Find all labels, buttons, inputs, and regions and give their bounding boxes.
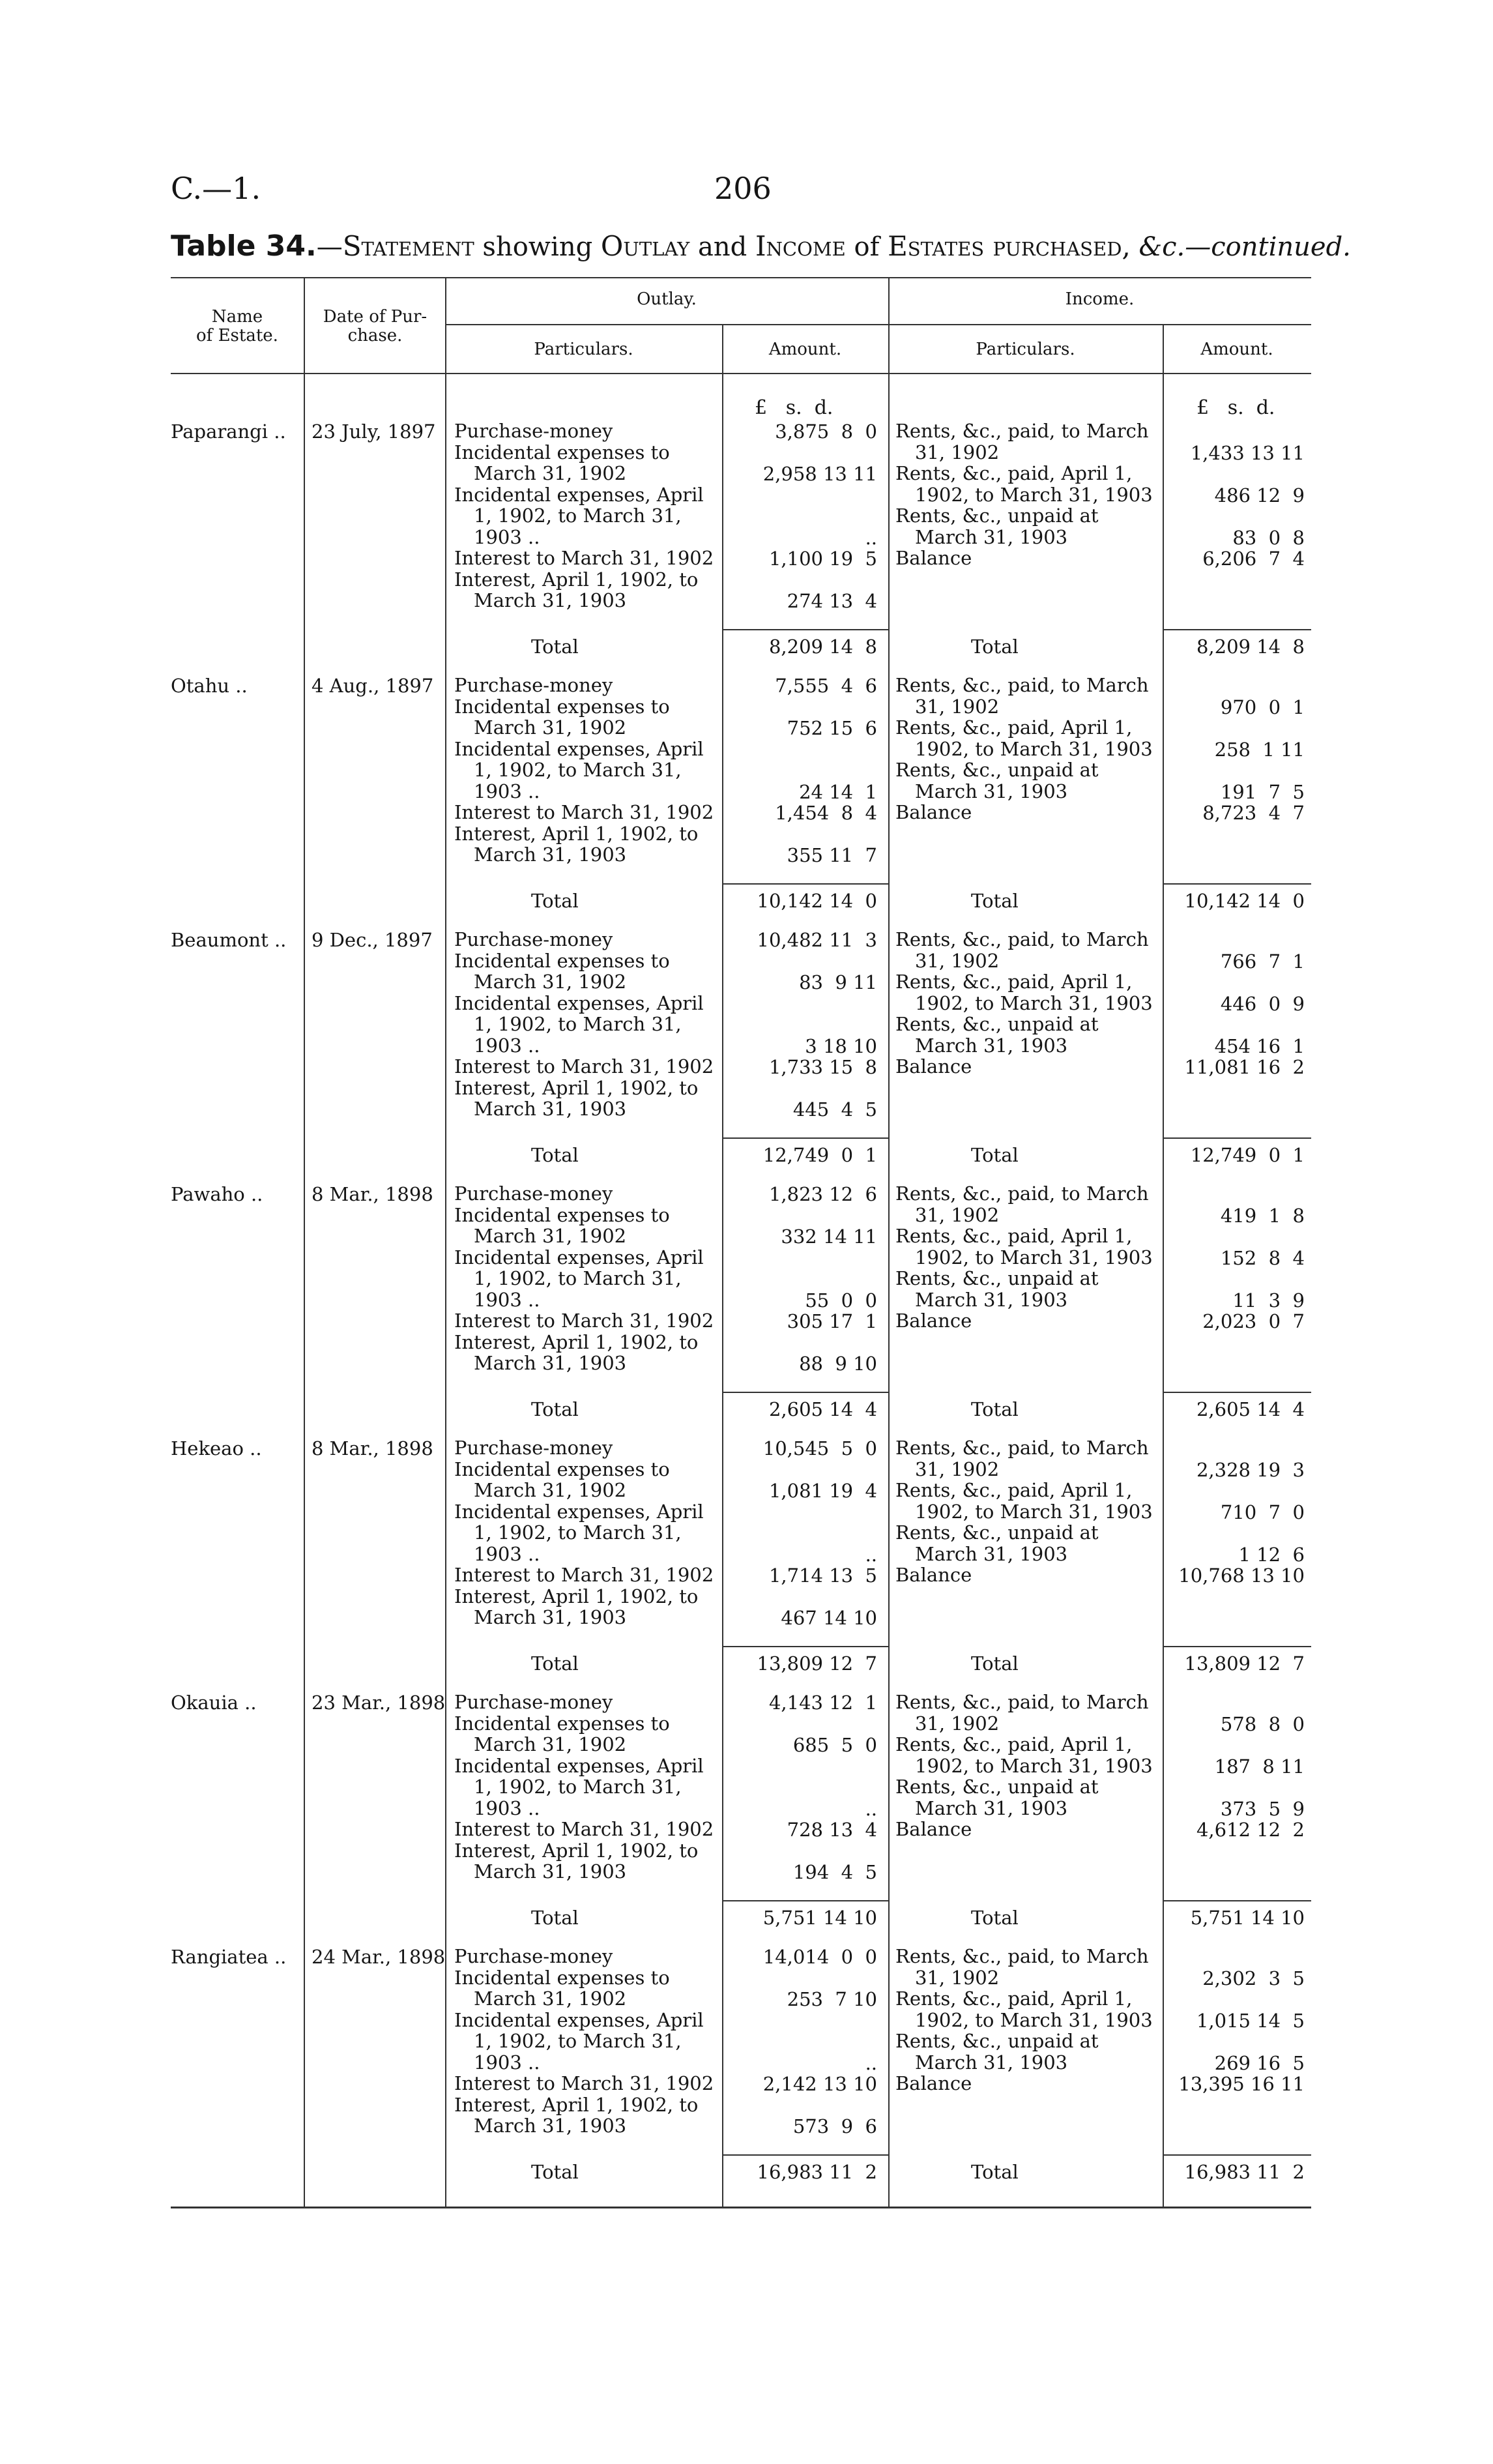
outlay-line: Incidental expenses to bbox=[454, 1203, 670, 1226]
income-line: March 31, 1903 bbox=[915, 1797, 1068, 1819]
income-line: Rents, &c., unpaid at bbox=[895, 2030, 1099, 2052]
income-total-label: Total bbox=[971, 1652, 1019, 1675]
income-amount: 710 7 0 bbox=[1220, 1501, 1305, 1523]
header-name bbox=[171, 308, 304, 345]
income-line: 1902, to March 31, 1903 bbox=[915, 1754, 1153, 1777]
estate-name-text: Otahu bbox=[171, 675, 230, 697]
income-line: Balance bbox=[895, 547, 972, 569]
outlay-line: Incidental expenses to bbox=[454, 441, 670, 463]
outlay-line: 1, 1902, to March 31, bbox=[474, 505, 682, 527]
income-line: Rents, &c., paid, April 1, bbox=[895, 1479, 1133, 1501]
title-word-showing: showing bbox=[482, 232, 593, 262]
income-line: Rents, &c., paid, to March bbox=[895, 1945, 1149, 1967]
income-line: Balance bbox=[895, 1055, 972, 1078]
outlay-amount: 685 5 0 bbox=[792, 1734, 877, 1756]
total-rule bbox=[723, 883, 888, 885]
outlay-amount: 355 11 7 bbox=[787, 844, 877, 866]
outlay-amount: 7,555 4 6 bbox=[775, 675, 877, 697]
income-line: Balance bbox=[895, 1818, 972, 1840]
income-line: March 31, 1903 bbox=[915, 525, 1068, 548]
total-rule bbox=[1164, 1137, 1311, 1139]
outlay-amount: 14,014 0 0 bbox=[762, 1946, 877, 1968]
income-line: Rents, &c., paid, to March bbox=[895, 928, 1149, 950]
income-amount: 6,206 7 4 bbox=[1202, 548, 1305, 570]
outlay-line: March 31, 1902 bbox=[474, 1225, 627, 1247]
outlay-amount: 305 17 1 bbox=[787, 1310, 877, 1332]
income-amount: 2,328 19 3 bbox=[1196, 1458, 1305, 1481]
outlay-line: Incidental expenses, April bbox=[454, 1500, 704, 1523]
income-line: 31, 1902 bbox=[915, 1203, 1000, 1226]
outlay-amount: .. bbox=[865, 1797, 877, 1820]
income-total-label: Total bbox=[971, 636, 1019, 658]
estate-name: Beaumont .. bbox=[171, 929, 287, 951]
outlay-line: Purchase-money bbox=[454, 420, 613, 442]
outlay-line: Incidental expenses, April bbox=[454, 483, 704, 506]
outlay-amount: 1,081 19 4 bbox=[768, 1480, 877, 1502]
purchase-date: 8 Mar., 1898 bbox=[312, 1437, 433, 1459]
income-amount: 1,015 14 5 bbox=[1196, 2009, 1305, 2032]
purchase-date: 4 Aug., 1897 bbox=[312, 675, 434, 697]
income-total: 16,983 11 2 bbox=[1184, 2161, 1305, 2183]
outlay-amount: 1,454 8 4 bbox=[775, 802, 877, 824]
total-rule bbox=[1164, 1646, 1311, 1647]
total-rule bbox=[723, 1646, 888, 1647]
outlay-line: March 31, 1902 bbox=[474, 971, 627, 993]
outlay-line: Incidental expenses to bbox=[454, 949, 670, 972]
total-rule bbox=[723, 2154, 888, 2156]
income-amount: 2,302 3 5 bbox=[1202, 1967, 1305, 1989]
col-rule-name-date bbox=[304, 277, 305, 2207]
income-line: 31, 1902 bbox=[915, 1458, 1000, 1480]
outlay-line: March 31, 1903 bbox=[474, 1860, 627, 1883]
outlay-amount: 194 4 5 bbox=[792, 1861, 877, 1883]
outlay-line: March 31, 1902 bbox=[474, 716, 627, 739]
income-amount: 10,768 13 10 bbox=[1178, 1564, 1305, 1587]
income-line: March 31, 1903 bbox=[915, 1034, 1068, 1057]
outlay-line: 1, 1902, to March 31, bbox=[474, 1521, 682, 1544]
income-line: Rents, &c., paid, April 1, bbox=[895, 1987, 1133, 2010]
total-rule bbox=[1164, 1392, 1311, 1393]
total-rule bbox=[723, 629, 888, 630]
outlay-amount: .. bbox=[865, 1543, 877, 1566]
outlay-total-label: Total bbox=[531, 1398, 579, 1420]
outlay-line: 1903 .. bbox=[474, 1797, 540, 1819]
outlay-amount: 274 13 4 bbox=[787, 590, 877, 612]
income-amount: 11,081 16 2 bbox=[1184, 1056, 1305, 1078]
outlay-line: 1903 .. bbox=[474, 780, 540, 802]
income-line: Rents, &c., unpaid at bbox=[895, 759, 1099, 781]
income-amount: 970 0 1 bbox=[1220, 696, 1305, 718]
income-line: 31, 1902 bbox=[915, 1712, 1000, 1735]
income-amount: 191 7 5 bbox=[1220, 780, 1305, 803]
outlay-line: Incidental expenses, April bbox=[454, 737, 704, 760]
outlay-total-label: Total bbox=[531, 636, 579, 658]
income-total: 5,751 14 10 bbox=[1190, 1907, 1305, 1929]
outlay-line: March 31, 1903 bbox=[474, 1606, 627, 1628]
income-total-label: Total bbox=[971, 890, 1019, 912]
income-line: Rents, &c., paid, to March bbox=[895, 1437, 1149, 1459]
col-rule-date-particulars bbox=[445, 277, 446, 2207]
total-rule bbox=[1164, 1900, 1311, 1901]
col-rule-income-amount bbox=[1163, 324, 1164, 2207]
purchase-date: 23 July, 1897 bbox=[312, 420, 436, 443]
outlay-line: 1903 .. bbox=[474, 2051, 540, 2074]
outlay-amount: 1,823 12 6 bbox=[768, 1183, 877, 1205]
outlay-total-label: Total bbox=[531, 890, 579, 912]
outlay-line: Purchase-money bbox=[454, 1945, 613, 1967]
table-top-rule bbox=[171, 277, 1311, 278]
outlay-line: March 31, 1903 bbox=[474, 1098, 627, 1120]
income-total-label: Total bbox=[971, 2161, 1019, 2183]
outlay-amount: 55 0 0 bbox=[805, 1289, 877, 1312]
table-title bbox=[171, 229, 1351, 263]
outlay-line: Purchase-money bbox=[454, 1691, 613, 1713]
outlay-total-label: Total bbox=[531, 1652, 579, 1675]
income-line: 1902, to March 31, 1903 bbox=[915, 1500, 1153, 1523]
outlay-amount: 88 9 10 bbox=[799, 1353, 877, 1375]
header-income-amount: Amount. bbox=[1200, 340, 1273, 359]
income-total-label: Total bbox=[971, 1907, 1019, 1929]
outlay-line: March 31, 1902 bbox=[474, 1733, 627, 1755]
outlay-line: Incidental expenses, April bbox=[454, 1754, 704, 1777]
income-line: Balance bbox=[895, 801, 972, 823]
income-line: 1902, to March 31, 1903 bbox=[915, 991, 1153, 1014]
outlay-amount: 10,545 5 0 bbox=[762, 1437, 877, 1459]
outlay-line: Interest, April 1, 1902, to bbox=[454, 1585, 699, 1607]
outlay-amount: 3 18 10 bbox=[805, 1034, 877, 1057]
income-amount: 8,723 4 7 bbox=[1202, 802, 1305, 824]
income-amount: 13,395 16 11 bbox=[1178, 2073, 1305, 2095]
header-sub-rule-outlay bbox=[445, 324, 888, 325]
outlay-line: Interest to March 31, 1902 bbox=[454, 1818, 714, 1840]
outlay-line: 1, 1902, to March 31, bbox=[474, 2030, 682, 2052]
outlay-line: Interest, April 1, 1902, to bbox=[454, 1330, 699, 1353]
outlay-amount: 10,482 11 3 bbox=[757, 929, 877, 951]
income-amount: 83 0 8 bbox=[1232, 526, 1305, 549]
income-line: Rents, &c., paid, to March bbox=[895, 420, 1149, 442]
outlay-line: Interest, April 1, 1902, to bbox=[454, 2093, 699, 2116]
outlay-units: £ s. d. bbox=[755, 396, 833, 419]
income-amount: 2,023 0 7 bbox=[1202, 1310, 1305, 1332]
outlay-total: 16,983 11 2 bbox=[757, 2161, 877, 2183]
estate-name-text: Rangiatea bbox=[171, 1946, 268, 1968]
outlay-line: Incidental expenses to bbox=[454, 1966, 670, 1989]
income-line: Rents, &c., paid, April 1, bbox=[895, 1733, 1133, 1755]
income-total: 8,209 14 8 bbox=[1196, 636, 1305, 658]
outlay-particulars bbox=[454, 420, 715, 611]
header-outlay-amount: Amount. bbox=[768, 340, 842, 359]
total-rule bbox=[723, 1392, 888, 1393]
header-income: Income. bbox=[1065, 289, 1135, 309]
outlay-total: 8,209 14 8 bbox=[768, 636, 877, 658]
income-line: March 31, 1903 bbox=[915, 1288, 1068, 1311]
outlay-particulars bbox=[454, 675, 715, 866]
header-bottom-rule bbox=[171, 373, 1311, 374]
estate-name-text: Okauia bbox=[171, 1692, 239, 1714]
income-amount: 419 1 8 bbox=[1220, 1204, 1305, 1227]
col-rule-particulars-amount bbox=[722, 324, 723, 2207]
income-particulars bbox=[895, 420, 1156, 569]
outlay-line: Interest, April 1, 1902, to bbox=[454, 1839, 699, 1862]
income-amount: 454 16 1 bbox=[1214, 1034, 1305, 1057]
outlay-particulars bbox=[454, 1437, 715, 1628]
title-word-continued: &c.—continued. bbox=[1138, 232, 1351, 262]
outlay-amount: 1,100 19 5 bbox=[768, 548, 877, 570]
outlay-line: 1903 .. bbox=[474, 1288, 540, 1311]
outlay-line: Interest to March 31, 1902 bbox=[454, 547, 714, 569]
purchase-date: 9 Dec., 1897 bbox=[312, 929, 433, 951]
outlay-line: Interest to March 31, 1902 bbox=[454, 1564, 714, 1586]
income-line: 1902, to March 31, 1903 bbox=[915, 483, 1153, 506]
outlay-particulars bbox=[454, 929, 715, 1120]
outlay-line: Incidental expenses to bbox=[454, 1458, 670, 1480]
header-name-line1: Name bbox=[211, 307, 263, 327]
estate-name-text: Beaumont bbox=[171, 929, 268, 951]
outlay-line: 1903 .. bbox=[474, 525, 540, 548]
estate-name: Paparangi .. bbox=[171, 420, 286, 443]
income-line: 31, 1902 bbox=[915, 441, 1000, 463]
outlay-line: 1903 .. bbox=[474, 1034, 540, 1057]
income-line: Rents, &c., paid, to March bbox=[895, 1691, 1149, 1713]
outlay-line: March 31, 1903 bbox=[474, 2115, 627, 2137]
outlay-line: March 31, 1903 bbox=[474, 1352, 627, 1374]
income-particulars bbox=[895, 1183, 1156, 1332]
outlay-amount: 573 9 6 bbox=[792, 2115, 877, 2137]
outlay-line: 1903 .. bbox=[474, 1542, 540, 1565]
header-date bbox=[305, 308, 445, 345]
col-rule-outlay-income bbox=[888, 277, 890, 2207]
income-amount: 446 0 9 bbox=[1220, 992, 1305, 1015]
income-line: Rents, &c., paid, April 1, bbox=[895, 462, 1133, 484]
outlay-line: Incidental expenses, April bbox=[454, 991, 704, 1014]
outlay-particulars bbox=[454, 1946, 715, 2137]
income-amount: 258 1 11 bbox=[1214, 738, 1305, 761]
income-units: £ s. d. bbox=[1196, 396, 1275, 419]
income-amount: 11 3 9 bbox=[1232, 1289, 1305, 1312]
title-word-income: Income bbox=[755, 230, 846, 262]
outlay-line: March 31, 1903 bbox=[474, 589, 627, 611]
outlay-amount: 467 14 10 bbox=[781, 1607, 877, 1629]
income-total-label: Total bbox=[971, 1144, 1019, 1166]
total-rule bbox=[723, 1137, 888, 1139]
estate-name-text: Hekeao bbox=[171, 1437, 244, 1459]
header-outlay: Outlay. bbox=[637, 289, 697, 309]
estate-name: Rangiatea .. bbox=[171, 1946, 287, 1968]
income-particulars bbox=[895, 1437, 1156, 1586]
outlay-line: Interest, April 1, 1902, to bbox=[454, 568, 699, 591]
income-particulars bbox=[895, 1692, 1156, 1840]
income-particulars bbox=[895, 929, 1156, 1078]
income-line: Rents, &c., paid, to March bbox=[895, 674, 1149, 696]
income-amount: 187 8 11 bbox=[1214, 1755, 1305, 1778]
income-line: Rents, &c., paid, April 1, bbox=[895, 716, 1133, 739]
title-word-outlay: Outlay bbox=[600, 230, 690, 262]
income-line: Rents, &c., unpaid at bbox=[895, 1776, 1099, 1798]
income-line: 31, 1902 bbox=[915, 949, 1000, 972]
outlay-amount: 752 15 6 bbox=[787, 717, 877, 739]
total-rule bbox=[1164, 883, 1311, 885]
income-line: Rents, &c., paid, to March bbox=[895, 1182, 1149, 1205]
title-word-of: of bbox=[854, 232, 880, 262]
outlay-line: 1, 1902, to March 31, bbox=[474, 759, 682, 781]
outlay-amount: 2,142 13 10 bbox=[762, 2073, 877, 2095]
income-particulars bbox=[895, 675, 1156, 823]
income-total: 12,749 0 1 bbox=[1190, 1144, 1305, 1166]
income-line: March 31, 1903 bbox=[915, 780, 1068, 802]
total-rule bbox=[1164, 2154, 1311, 2156]
income-amount: 4,612 12 2 bbox=[1196, 1819, 1305, 1841]
income-line: Rents, &c., unpaid at bbox=[895, 1267, 1099, 1289]
income-line: Rents, &c., paid, April 1, bbox=[895, 1225, 1133, 1247]
income-line: Balance bbox=[895, 2072, 972, 2094]
estate-name: Okauia .. bbox=[171, 1692, 257, 1714]
outlay-amount: 1,714 13 5 bbox=[768, 1564, 877, 1587]
outlay-line: Incidental expenses, April bbox=[454, 2008, 704, 2031]
outlay-line: March 31, 1902 bbox=[474, 1479, 627, 1501]
outlay-total: 10,142 14 0 bbox=[757, 890, 877, 912]
outlay-line: Interest, April 1, 1902, to bbox=[454, 822, 699, 845]
title-word-statement: Statement bbox=[342, 230, 474, 262]
estate-name: Hekeao .. bbox=[171, 1437, 262, 1459]
outlay-amount: 253 7 10 bbox=[787, 1988, 877, 2010]
outlay-amount: 332 14 11 bbox=[781, 1225, 877, 1248]
outlay-total: 12,749 0 1 bbox=[762, 1144, 877, 1166]
header-outlay-particulars: Particulars. bbox=[534, 340, 633, 359]
outlay-amount: 728 13 4 bbox=[787, 1819, 877, 1841]
outlay-total: 5,751 14 10 bbox=[762, 1907, 877, 1929]
outlay-line: 1, 1902, to March 31, bbox=[474, 1776, 682, 1798]
outlay-total-label: Total bbox=[531, 1144, 579, 1166]
estate-name: Otahu .. bbox=[171, 675, 248, 697]
purchase-date: 8 Mar., 1898 bbox=[312, 1183, 433, 1205]
outlay-line: Purchase-money bbox=[454, 1437, 613, 1459]
table-number: Table 34. bbox=[171, 229, 317, 263]
income-amount: 373 5 9 bbox=[1220, 1797, 1305, 1820]
outlay-line: Incidental expenses to bbox=[454, 1712, 670, 1735]
income-total: 13,809 12 7 bbox=[1184, 1652, 1305, 1675]
header-date-line2: chase. bbox=[347, 326, 403, 345]
outlay-amount: 1,733 15 8 bbox=[768, 1056, 877, 1078]
purchase-date: 23 Mar., 1898 bbox=[312, 1692, 446, 1714]
outlay-total: 2,605 14 4 bbox=[768, 1398, 877, 1420]
outlay-line: Interest, April 1, 1902, to bbox=[454, 1076, 699, 1099]
outlay-line: Interest to March 31, 1902 bbox=[454, 2072, 714, 2094]
outlay-line: Interest to March 31, 1902 bbox=[454, 1310, 714, 1332]
header-date-line1: Date of Pur- bbox=[323, 307, 428, 327]
income-line: 1902, to March 31, 1903 bbox=[915, 2008, 1153, 2031]
income-total-label: Total bbox=[971, 1398, 1019, 1420]
income-amount: 486 12 9 bbox=[1214, 484, 1305, 506]
estate-name-text: Pawaho bbox=[171, 1183, 245, 1205]
outlay-line: March 31, 1902 bbox=[474, 1987, 627, 2010]
total-rule bbox=[1164, 629, 1311, 630]
income-amount: 766 7 1 bbox=[1220, 950, 1305, 973]
income-line: Balance bbox=[895, 1564, 972, 1586]
outlay-line: 1, 1902, to March 31, bbox=[474, 1267, 682, 1289]
table-bottom-rule bbox=[171, 2207, 1311, 2208]
estate-name: Pawaho .. bbox=[171, 1183, 263, 1205]
outlay-line: March 31, 1903 bbox=[474, 843, 627, 866]
outlay-amount: 2,958 13 11 bbox=[762, 463, 877, 485]
outlay-amount: .. bbox=[865, 2051, 877, 2074]
income-total: 10,142 14 0 bbox=[1184, 890, 1305, 912]
income-line: Balance bbox=[895, 1310, 972, 1332]
outlay-amount: 83 9 11 bbox=[799, 971, 877, 993]
outlay-line: 1, 1902, to March 31, bbox=[474, 1013, 682, 1035]
income-line: 31, 1902 bbox=[915, 1966, 1000, 1989]
outlay-line: Purchase-money bbox=[454, 1182, 613, 1205]
header-income-particulars: Particulars. bbox=[976, 340, 1075, 359]
income-amount: 269 16 5 bbox=[1214, 2051, 1305, 2074]
outlay-line: Purchase-money bbox=[454, 928, 613, 950]
outlay-amount: 3,875 8 0 bbox=[775, 420, 877, 443]
income-line: Rents, &c., unpaid at bbox=[895, 1013, 1099, 1035]
section-label: C.—1. bbox=[171, 171, 261, 206]
outlay-total-label: Total bbox=[531, 1907, 579, 1929]
income-line: March 31, 1903 bbox=[915, 1542, 1068, 1565]
outlay-line: Interest to March 31, 1902 bbox=[454, 1055, 714, 1078]
outlay-amount: 4,143 12 1 bbox=[768, 1692, 877, 1714]
income-amount: 1 12 6 bbox=[1238, 1543, 1305, 1566]
income-amount: 578 8 0 bbox=[1220, 1712, 1305, 1735]
total-rule bbox=[723, 1900, 888, 1901]
title-word-and: and bbox=[698, 232, 747, 262]
income-line: Rents, &c., unpaid at bbox=[895, 505, 1099, 527]
estate-name-text: Paparangi bbox=[171, 420, 268, 443]
outlay-line: Interest to March 31, 1902 bbox=[454, 801, 714, 823]
outlay-line: Incidental expenses, April bbox=[454, 1246, 704, 1269]
income-amount: 152 8 4 bbox=[1220, 1246, 1305, 1269]
header-name-line2: of Estate. bbox=[196, 326, 278, 345]
outlay-amount: 24 14 1 bbox=[799, 780, 877, 803]
income-line: March 31, 1903 bbox=[915, 2051, 1068, 2074]
outlay-line: Purchase-money bbox=[454, 674, 613, 696]
header-sub-rule-income bbox=[888, 324, 1311, 325]
outlay-total-label: Total bbox=[531, 2161, 579, 2183]
income-line: Rents, &c., unpaid at bbox=[895, 1521, 1099, 1544]
outlay-particulars bbox=[454, 1692, 715, 1883]
income-line: Rents, &c., paid, April 1, bbox=[895, 971, 1133, 993]
title-word-estates: Estates purchased, bbox=[888, 230, 1131, 262]
purchase-date: 24 Mar., 1898 bbox=[312, 1946, 446, 1968]
page-number: 206 bbox=[714, 171, 772, 206]
income-line: 31, 1902 bbox=[915, 695, 1000, 718]
income-line: 1902, to March 31, 1903 bbox=[915, 1246, 1153, 1269]
outlay-line: March 31, 1902 bbox=[474, 462, 627, 484]
outlay-amount: 445 4 5 bbox=[792, 1098, 877, 1121]
outlay-line: Incidental expenses to bbox=[454, 695, 670, 718]
income-particulars bbox=[895, 1946, 1156, 2094]
income-amount: 1,433 13 11 bbox=[1190, 441, 1305, 464]
outlay-total: 13,809 12 7 bbox=[757, 1652, 877, 1675]
outlay-particulars bbox=[454, 1183, 715, 1374]
income-line: 1902, to March 31, 1903 bbox=[915, 737, 1153, 760]
title-dash: — bbox=[316, 232, 343, 262]
outlay-amount: .. bbox=[865, 526, 877, 549]
income-total: 2,605 14 4 bbox=[1196, 1398, 1305, 1420]
